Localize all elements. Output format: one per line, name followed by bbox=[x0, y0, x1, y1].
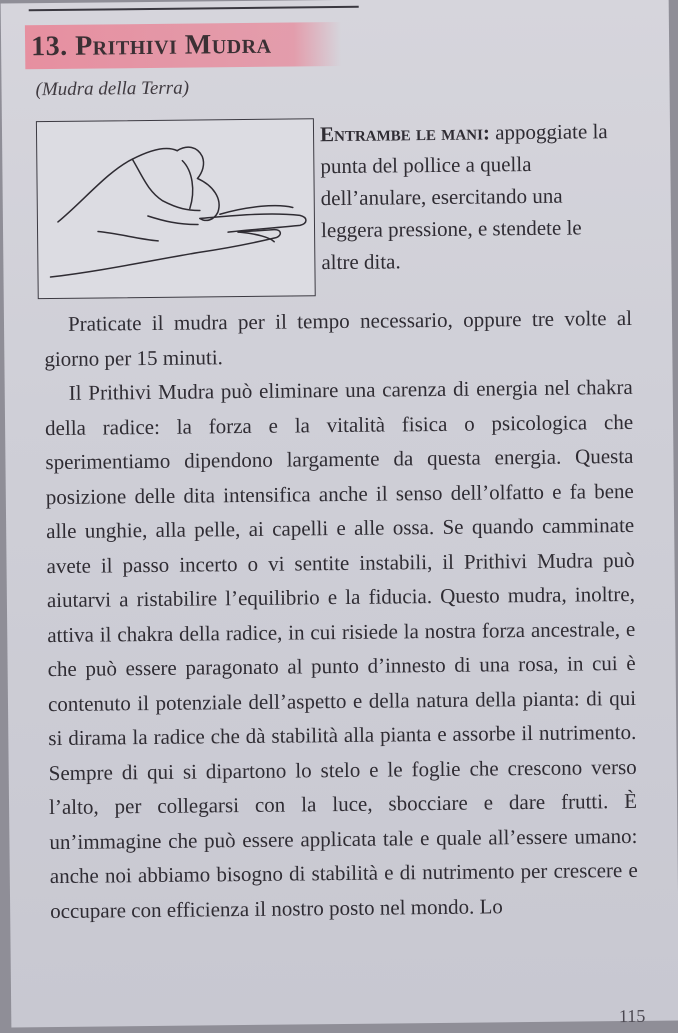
page-subtitle: (Mudra della Terra) bbox=[35, 77, 190, 101]
top-rule-divider bbox=[29, 6, 359, 11]
instructions-body: appoggiate la punta del pollice a quella dell’anulare, esercitando una leggera pressione, e stendete le altre dita. bbox=[320, 119, 608, 275]
page-number: 115 bbox=[618, 1005, 646, 1027]
paragraph-description: Il Prithivi Mudra può eliminare una carenza di energia nel chakra della radice: la forza e la vitalità fisica o psicologica che sperimentiamo dipendono largamente da questa energia. Questa posizione delle dita intensifica anche il senso dell’olfatto e fa bene alle unghie, alla pelle, ai capelli e alle ossa. Se quando camminate avete il passo incerto o vi sentite instabili, il Prithivi Mudra può aiutarvi a ristabilire l’equilibrio e la fiducia. Questo mudra, inoltre, attiva il chakra della radice, in cui risiede la nostra forza ancestrale, e che può essere paragonato al punto d’innesto di una rosa, in cui è contenuto il potenziale dell’aspetto e della natura della pianta: di qui si dirama la radice che dà stabilità alla pianta e assorbe il nutrimento. Sempre di qui si dipartono lo stelo e le foglie che crescono verso l’alto, per collegarsi con la luce, sbocciare e dare frutti. È un’immagine che può essere applicata tale e quale all’essere umano: anche noi abbiamo bisogno di stabilità e di nutrimento per crescere e occupare con efficienza il nostro posto nel mondo. Lo bbox=[44, 374, 638, 923]
page-title: 13. Prithivi Mudra bbox=[30, 28, 272, 63]
instructions-text bbox=[320, 115, 622, 278]
mudra-illustration bbox=[36, 118, 316, 299]
title-highlight bbox=[25, 22, 342, 69]
paragraph-practice: Praticate il mudra per il tempo necessario, oppure tre volte al giorno per 15 minuti. bbox=[44, 305, 633, 371]
book-page bbox=[1, 0, 678, 1027]
body-text bbox=[44, 301, 638, 928]
instructions-lead: Entrambe le mani: bbox=[319, 120, 491, 147]
hand-drawing-icon bbox=[37, 119, 315, 298]
